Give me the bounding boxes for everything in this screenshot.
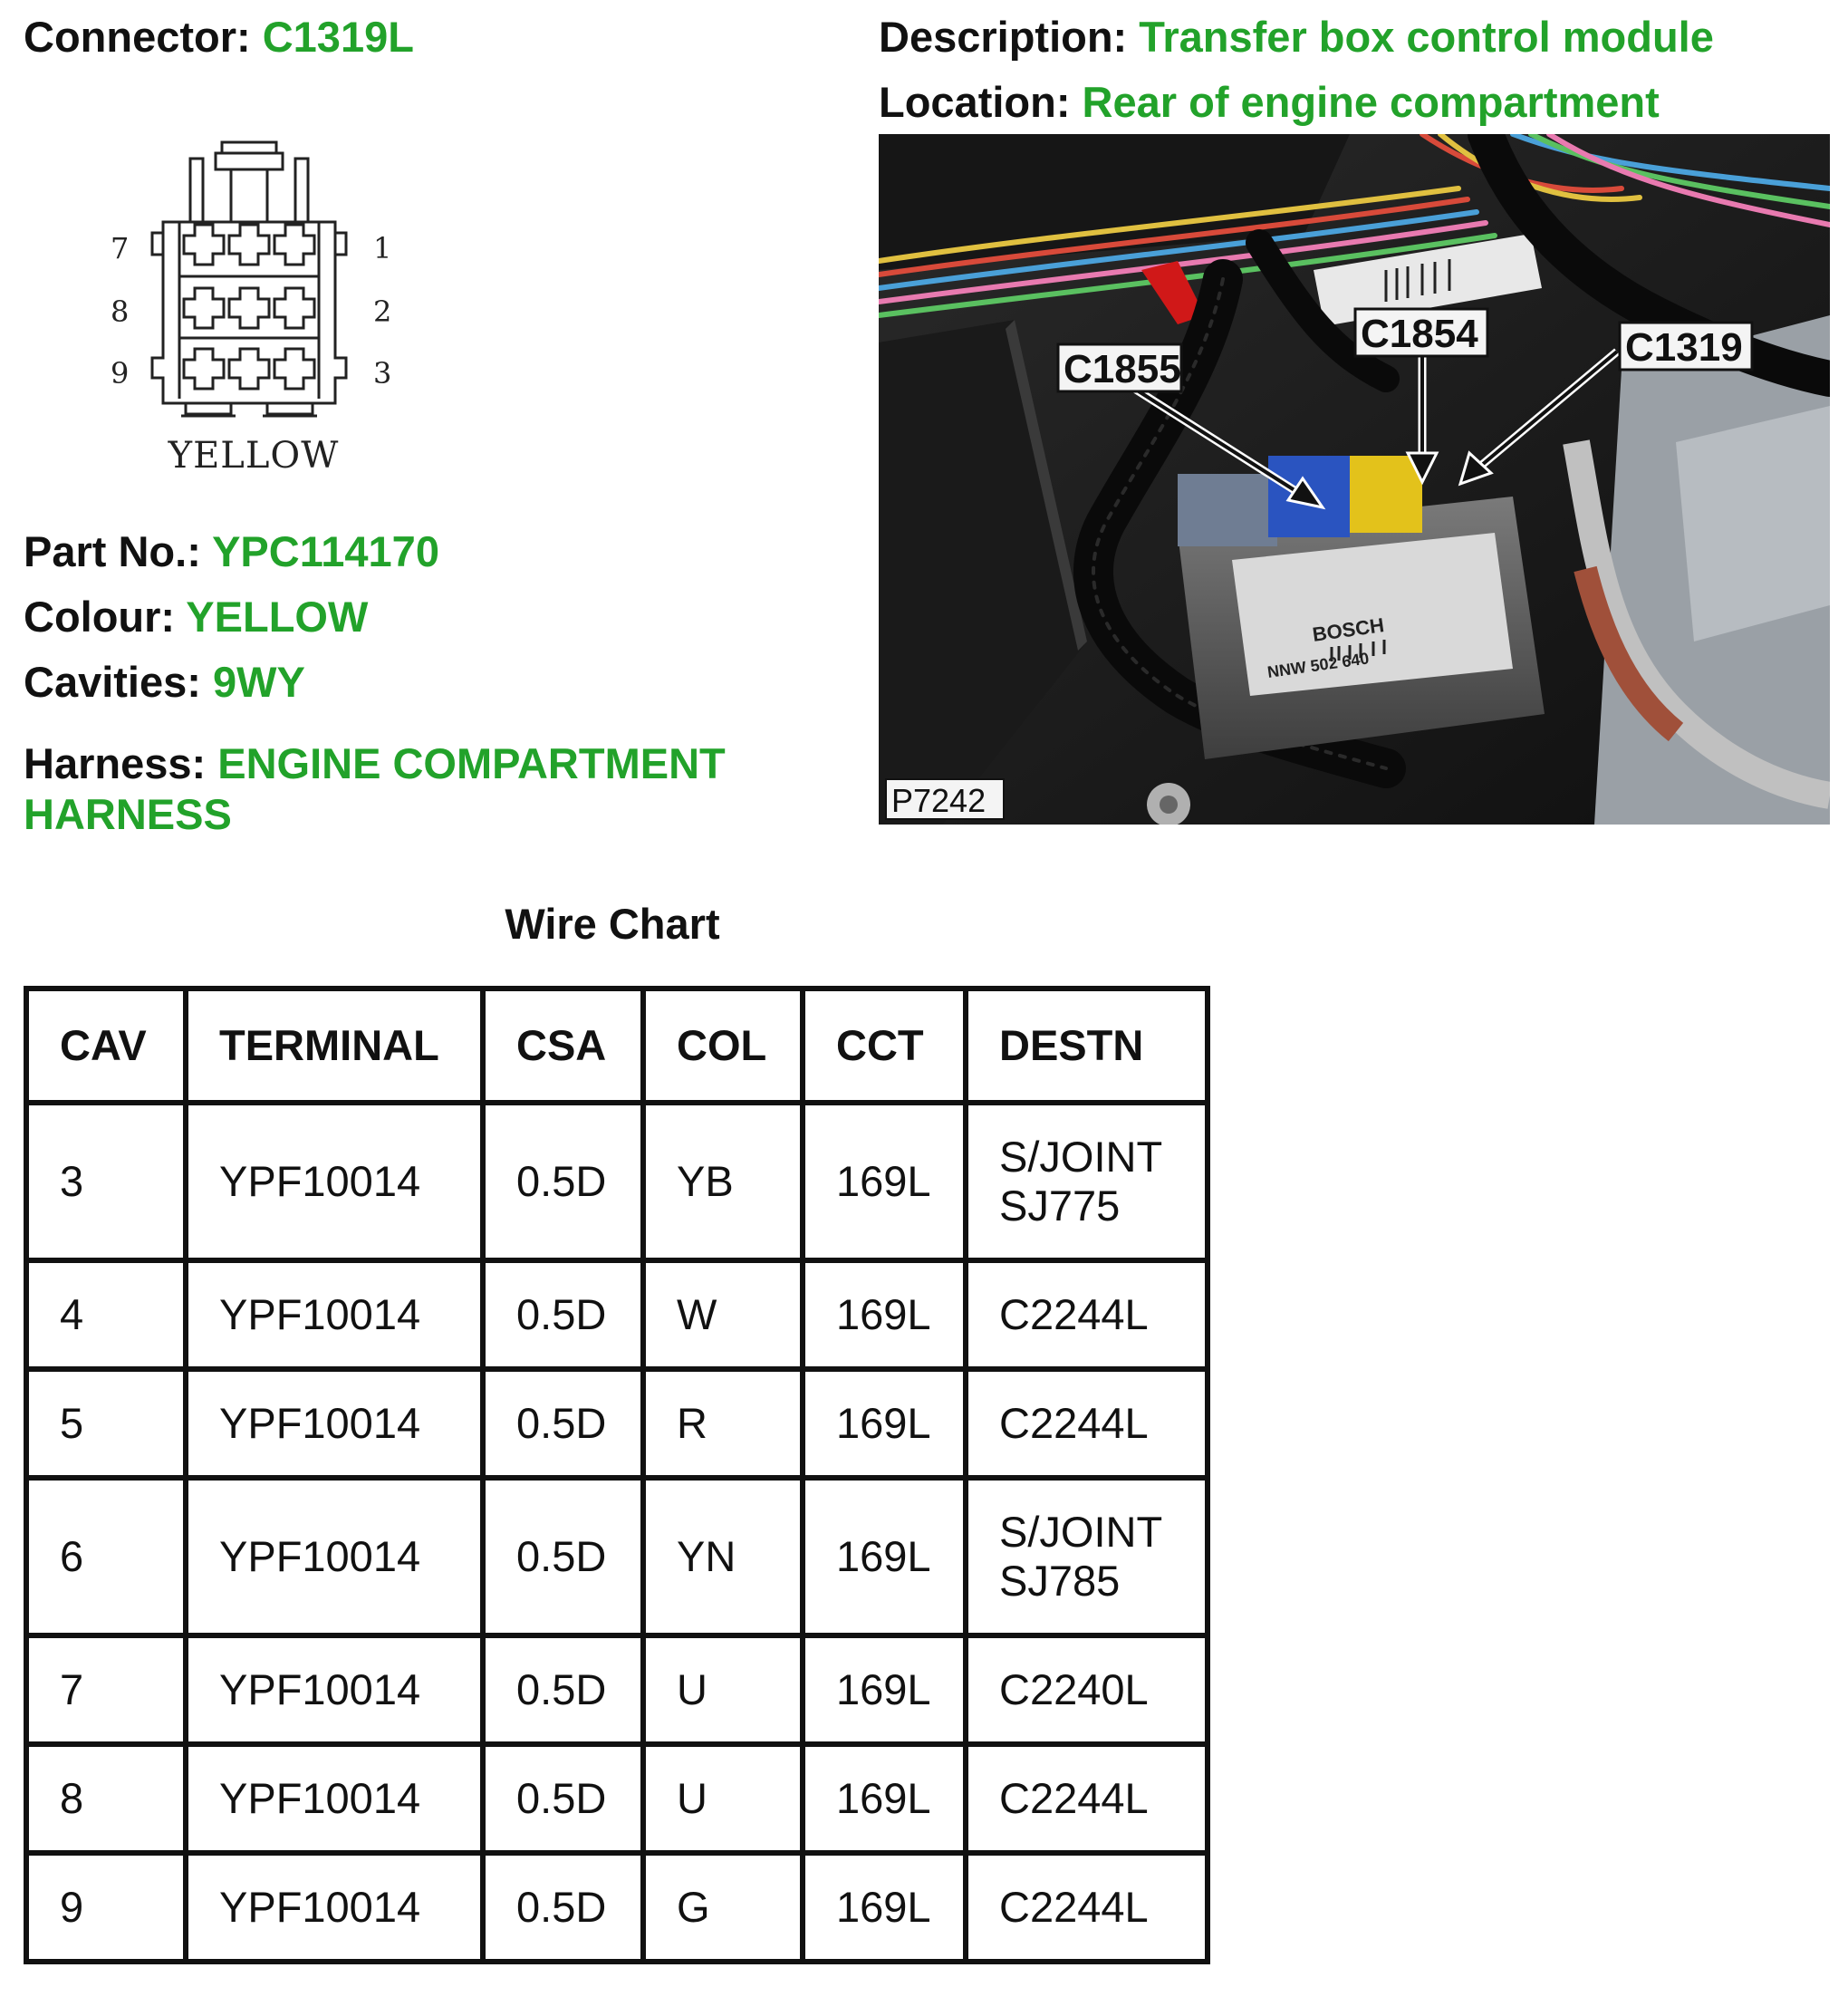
cavity-frame [179, 222, 319, 399]
cell-destn: S/JOINT SJ775 [966, 1103, 1208, 1260]
cell-terminal: YPF10014 [186, 1635, 483, 1744]
cell-cct: 169L [803, 1635, 966, 1744]
cell-col: G [643, 1853, 803, 1962]
connector-cavity [229, 288, 269, 328]
cell-cct: 169L [803, 1744, 966, 1853]
part-number-label: Part No.: [24, 527, 201, 575]
colour-line [24, 593, 368, 641]
cell-destn: C2244L [966, 1369, 1208, 1478]
cell-destn: C2244L [966, 1260, 1208, 1369]
cell-col: YN [643, 1478, 803, 1635]
pin-number-3: 3 [373, 356, 392, 391]
cell-cav: 3 [26, 1103, 186, 1260]
cell-col: W [643, 1260, 803, 1369]
connector-cavity [274, 225, 314, 265]
cell-destn: C2244L [966, 1853, 1208, 1962]
location-value: Rear of engine compartment [1082, 78, 1660, 126]
location-label: Location: [879, 78, 1071, 126]
connector-cavity [274, 349, 314, 389]
harness-line [24, 739, 726, 788]
header-cct: CCT [803, 989, 966, 1103]
harness-value-line1: ENGINE COMPARTMENT [217, 739, 726, 787]
description-value: Transfer box control module [1139, 13, 1714, 61]
cavities-value: 9WY [212, 658, 305, 706]
table-row [26, 1853, 1208, 1962]
cell-cct: 169L [803, 1103, 966, 1260]
cell-csa: 0.5D [483, 1478, 643, 1635]
cell-cav: 8 [26, 1744, 186, 1853]
cell-cav: 4 [26, 1260, 186, 1369]
callout-c1855: C1855 [1064, 347, 1181, 391]
cell-cct: 169L [803, 1260, 966, 1369]
cell-cav: 6 [26, 1478, 186, 1635]
colour-value: YELLOW [186, 593, 369, 641]
connector-cavity [229, 349, 269, 389]
header-terminal: TERMINAL [186, 989, 483, 1103]
cell-csa: 0.5D [483, 1744, 643, 1853]
connector-colour-caption: YELLOW [168, 435, 340, 477]
colour-label: Colour: [24, 593, 176, 641]
cell-cct: 169L [803, 1369, 966, 1478]
engine-bay-illustration [879, 134, 1830, 825]
table-row [26, 1635, 1208, 1744]
connector-label: Connector: [24, 13, 251, 61]
header-csa: CSA [483, 989, 643, 1103]
cell-csa: 0.5D [483, 1103, 643, 1260]
cell-destn: C2244L [966, 1744, 1208, 1853]
cell-terminal: YPF10014 [186, 1260, 483, 1369]
connector-face-drawing [109, 131, 399, 430]
wire-chart-title: Wire Chart [505, 900, 720, 948]
cell-cct: 169L [803, 1853, 966, 1962]
module-brand: BOSCH [1311, 613, 1386, 646]
cell-terminal: YPF10014 [186, 1744, 483, 1853]
cell-terminal: YPF10014 [186, 1853, 483, 1962]
cell-terminal: YPF10014 [186, 1369, 483, 1478]
cell-csa: 0.5D [483, 1853, 643, 1962]
cell-col: U [643, 1635, 803, 1744]
description-label: Description: [879, 13, 1128, 61]
pin-number-2: 2 [373, 294, 392, 329]
pin-number-1: 1 [373, 231, 392, 265]
pin-number-9: 9 [111, 356, 130, 391]
connector-value: C1319L [262, 13, 414, 61]
cell-destn: C2240L [966, 1635, 1208, 1744]
cell-col: YB [643, 1103, 803, 1260]
cell-terminal: YPF10014 [186, 1478, 483, 1635]
location-line [879, 78, 1660, 127]
cavities-label: Cavities: [24, 658, 201, 706]
header-destn: DESTN [966, 989, 1208, 1103]
location-photo [879, 134, 1830, 825]
cell-csa: 0.5D [483, 1369, 643, 1478]
cavities-line [24, 658, 305, 707]
connector-cavity [229, 225, 269, 265]
part-number-line [24, 527, 439, 576]
callout-c1854: C1854 [1361, 312, 1478, 356]
connector-line [24, 13, 414, 62]
cell-terminal: YPF10014 [186, 1103, 483, 1260]
table-row [26, 1744, 1208, 1853]
table-row [26, 1103, 1208, 1260]
harness-value-line2: HARNESS [24, 790, 232, 838]
cell-cav: 9 [26, 1853, 186, 1962]
cell-col: U [643, 1744, 803, 1853]
cell-csa: 0.5D [483, 1635, 643, 1744]
callout-c1319: C1319 [1625, 325, 1743, 370]
pin-number-8: 8 [111, 294, 130, 329]
table-header-row [26, 989, 1208, 1103]
cell-cct: 169L [803, 1478, 966, 1635]
connector-cavity [184, 349, 224, 389]
harness-label: Harness: [24, 739, 207, 787]
cell-col: R [643, 1369, 803, 1478]
cell-cav: 5 [26, 1369, 186, 1478]
cell-destn: S/JOINT SJ785 [966, 1478, 1208, 1635]
header-col: COL [643, 989, 803, 1103]
module-part: NNW 502 640 [1266, 649, 1371, 681]
cell-cav: 7 [26, 1635, 186, 1744]
table-row [26, 1260, 1208, 1369]
header-cav: CAV [26, 989, 186, 1103]
part-number-value: YPC114170 [212, 527, 439, 575]
table-row [26, 1478, 1208, 1635]
connector-cavity [184, 288, 224, 328]
connector-cavity [184, 225, 224, 265]
wire-chart-table [24, 986, 1210, 1964]
connector-cavity [274, 288, 314, 328]
table-row [26, 1369, 1208, 1478]
cell-csa: 0.5D [483, 1260, 643, 1369]
photo-id: P7242 [891, 782, 987, 819]
connector-face-diagram [109, 131, 399, 430]
description-line [879, 13, 1714, 62]
pin-number-7: 7 [111, 231, 130, 265]
